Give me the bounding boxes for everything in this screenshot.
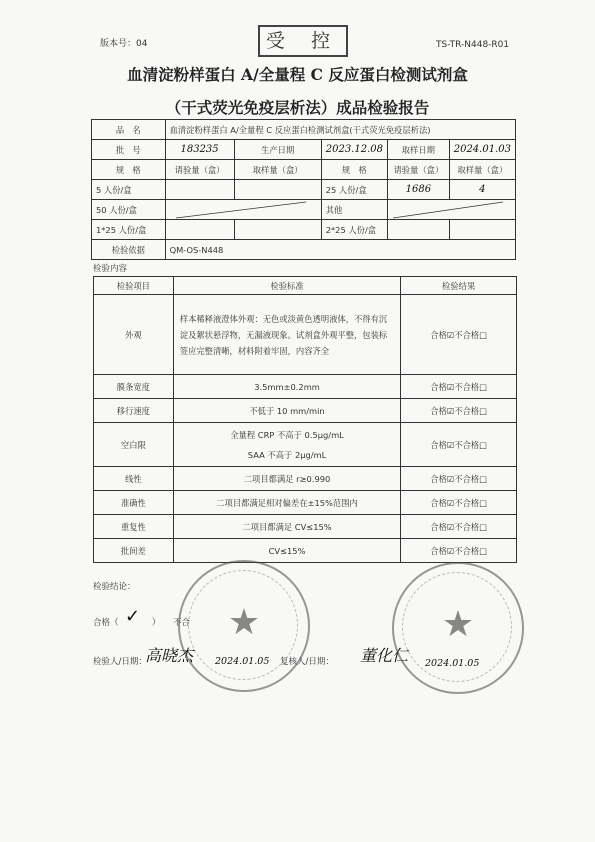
result-linearity: 合格☑不合格□ [401,467,517,491]
standard-migration-speed: 不低于 10 mm/min [173,399,401,423]
inspection-table [93,276,517,563]
other-label: 其他 [321,200,387,220]
controlled-stamp: 受 控 [258,25,348,57]
product-info-table [91,119,516,260]
inspector-signature: 高晓杰 [145,646,194,665]
spec-25-label: 25 人份/盒 [321,180,387,200]
batch-value: 183235 [165,140,234,160]
item-membrane-width: 膜条宽度 [94,375,174,399]
strike-cell [165,200,321,220]
spec-2x25-label: 2*25 人份/盒 [321,220,387,240]
inspector-label: 检验人/日期： [93,657,147,667]
standard-blank-limit-crp: 全量程 CRP 不高于 0.5μg/mL [230,429,344,440]
reviewer-date: 2024.01.05 [425,658,480,669]
standard-membrane-width: 3.5mm±0.2mm [173,375,401,399]
product-name-value: 血清淀粉样蛋白 A/全量程 C 反应蛋白检测试剂盒(干式荧光免疫层析法) [165,120,515,140]
version-number: 版本号：04 [100,39,148,49]
spec-25-qty: 1686 [388,180,450,200]
item-appearance: 外观 [94,295,174,375]
sampling-date-label: 取样日期 [388,140,450,160]
batch-label: 批 号 [92,140,166,160]
pass-tick: ✓ [125,606,141,627]
reviewer-signature: 董化仁 [360,646,409,665]
standard-batch-variation: CV≤15% [173,539,401,563]
star-icon-2: ★ [441,604,475,645]
quality-seal [392,562,524,694]
item-repeatability: 重复性 [94,515,174,539]
production-date-value: 2023.12.08 [321,140,387,160]
result-membrane-width: 合格☑不合格□ [401,375,517,399]
result-batch-variation: 合格☑不合格□ [401,539,517,563]
inspection-seal [178,560,310,692]
result-accuracy: 合格☑不合格□ [401,491,517,515]
report-title-line2: （干式荧光免疫层析法）成品检验报告 [165,98,430,117]
spec-header-2: 规 格 [321,160,387,180]
pass-label-close: ） [151,618,161,628]
spec-1x25-label: 1*25 人份/盒 [92,220,166,240]
result-blank-limit: 合格☑不合格□ [401,423,517,467]
standard-blank-limit [173,423,401,467]
spec-5-label: 5 人份/盒 [92,180,166,200]
fail-label: 不合 [173,618,191,628]
section-title: 检验内容 [93,264,128,274]
star-icon: ★ [227,602,261,643]
item-linearity: 线性 [94,467,174,491]
item-migration-speed: 移行速度 [94,399,174,423]
reviewer-label: 复核人/日期： [280,657,334,667]
result-repeatability: 合格☑不合格□ [401,515,517,539]
strike-line [176,200,322,219]
inspector-date: 2024.01.05 [215,656,270,667]
basis-value: QM-OS-N448 [165,240,515,260]
pass-label-text: 合格（ [93,618,119,628]
sample-qty-header: 取样量（盒） [234,160,321,180]
standard-header: 检验标准 [173,277,401,295]
result-appearance: 合格☑不合格□ [401,295,517,375]
strike-cell-2 [388,200,516,220]
item-batch-variation: 批间差 [94,539,174,563]
sampling-date-value: 2024.01.03 [449,140,515,160]
item-header: 检验项目 [94,277,174,295]
batch-qty-header: 请验量（盒） [165,160,234,180]
product-name-label: 品 名 [92,120,166,140]
standard-linearity: 二项目都满足 r≥0.990 [173,467,401,491]
production-date-label: 生产日期 [234,140,321,160]
item-accuracy: 准确性 [94,491,174,515]
spec-25-sample: 4 [449,180,515,200]
result-migration-speed: 合格☑不合格□ [401,399,517,423]
standard-blank-limit-saa: SAA 不高于 2μg/mL [247,449,327,460]
spec-50-label: 50 人份/盒 [92,200,166,220]
batch-qty-header-2: 请验量（盒） [388,160,450,180]
document-number: TS-TR-N448-R01 [436,40,510,50]
spec-header: 规 格 [92,160,166,180]
standard-accuracy: 二项目都满足相对偏差在±15%范围内 [173,491,401,515]
sample-qty-header-2: 取样量（盒） [449,160,515,180]
strike-line-2 [393,200,513,219]
item-blank-limit: 空白限 [94,423,174,467]
result-header: 检验结果 [401,277,517,295]
standard-repeatability: 二项目都满足 CV≤15% [173,515,401,539]
conclusion-label: 检验结论： [93,582,136,592]
standard-appearance: 样本稀释液澄体外观：无色或淡黄色透明液体，不得有沉淀及絮状悬浮物，无漏液现象。试剂盒外观平整，包装标签应完整清晰，材料附着牢固，内容齐全 [173,295,401,375]
report-title-line1: 血清淀粉样蛋白 A/全量程 C 反应蛋白检测试剂盒 [127,65,468,84]
basis-label: 检验依据 [92,240,166,260]
